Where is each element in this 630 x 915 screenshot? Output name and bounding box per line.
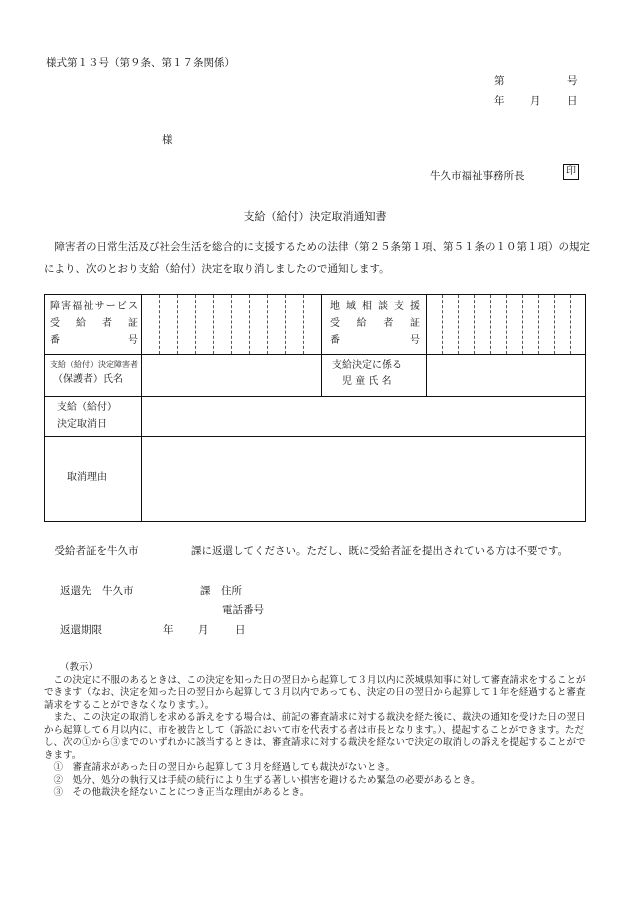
intro-paragraph: 障害者の日常生活及び社会生活を総合的に支援するための法律（第２５条第１項、第５１条の１０第１項）の規定により、次のとおり支給（給付）決定を取り消しましたので通知します。: [44, 241, 590, 275]
digit-box-divider: [442, 295, 443, 354]
date-day-label: 日: [567, 95, 578, 107]
digit-box-divider: [570, 295, 571, 354]
child-name-label-line: 支給決定に係る: [332, 360, 402, 371]
consult-cert-label-line: 地域相談支援: [330, 301, 420, 312]
digit-box-divider: [177, 295, 178, 354]
child-name-label-line: 児 童 氏 名: [342, 376, 392, 387]
form-number: 様式第１３号（第９条、第１７条関係）: [46, 57, 235, 69]
seal-mark: 印: [563, 164, 579, 180]
service-cert-label-line: 受 給 者 証: [50, 318, 138, 329]
cancel-date-label-line: 支給（給付）: [57, 402, 117, 413]
service-cert-label: [50, 299, 138, 349]
digit-box-divider: [159, 295, 160, 354]
digit-box-divider: [195, 295, 196, 354]
issuer-name: 牛久市福祉事務所長: [430, 170, 525, 182]
table-col-divider: [321, 295, 322, 396]
return-destination-label: 返還先 牛久市: [60, 585, 134, 597]
digit-box-divider: [458, 295, 459, 354]
document-title: 支給（給付）決定取消通知書: [243, 210, 387, 223]
date-month-label: 月: [530, 95, 541, 107]
appeal-notice-item: ③ その他裁決を経ないことにつき正当な理由があるとき。: [53, 787, 310, 798]
consult-cert-label-line: 番 号: [330, 335, 420, 346]
return-deadline-year: 年: [163, 624, 174, 636]
digit-box-divider: [231, 295, 232, 354]
appeal-notice: [44, 662, 590, 800]
table-col-divider: [141, 295, 142, 522]
return-deadline-day: 日: [235, 624, 246, 636]
table-row-divider: [45, 354, 585, 355]
document-number-suffix: 号: [567, 75, 578, 87]
guardian-name-label: [50, 358, 140, 388]
return-destination-section: 課 住所: [200, 585, 242, 597]
consult-cert-label-line: 受 給 者 証: [330, 318, 420, 329]
digit-box-divider: [538, 295, 539, 354]
appeal-notice-paragraph: また、この決定の取消しを求める訴えをする場合は、前記の審査請求に対する裁決を経た後に、裁決の通知を受けた日の翌日から起算して６月以内に、市を被告として（訴訟において市を代表する者は市長となります。）、提起することができます。ただし、次の①から③までのいずれかに該当するときは、審査請求に対する裁決を経ないで決定の取消しの訴えを提起することができます。: [44, 712, 586, 761]
appeal-notice-paragraph: この決定に不服のあるときは、この決定を知った日の翌日から起算して３月以内に茨城県知事に対して審査請求をすることができます（なお、決定を知った日の翌日から起算して３月以内であっても、決定の日の翌日から起算して１年を経過すると審査請求をすることができなくなります。）。: [44, 674, 586, 711]
digit-box-divider: [267, 295, 268, 354]
cancellation-details-table: [44, 294, 586, 522]
consult-cert-label: [330, 299, 420, 349]
recipient-honorific: 様: [162, 134, 173, 146]
guardian-name-label-line: 支給（給付）決定障害者: [50, 360, 138, 369]
digit-box-divider: [506, 295, 507, 354]
return-deadline-label: 返還期限: [60, 624, 102, 636]
reason-label: 取消理由: [67, 472, 107, 483]
digit-box-divider: [522, 295, 523, 354]
document-number-label: 第: [494, 75, 505, 87]
guardian-name-label-line: （保護者）氏名: [53, 374, 123, 385]
appeal-notice-heading: （教示）: [60, 662, 99, 673]
table-col-divider: [426, 295, 427, 396]
digit-box-divider: [554, 295, 555, 354]
table-row-divider: [45, 436, 585, 437]
table-row-divider: [45, 396, 585, 397]
child-name-label: [332, 358, 422, 390]
cancel-date-label: [57, 399, 137, 433]
date-year-label: 年: [494, 95, 505, 107]
return-deadline-month: 月: [198, 624, 209, 636]
cancel-date-label-line: 決定取消日: [57, 419, 107, 430]
digit-box-divider: [490, 295, 491, 354]
return-phone-label: 電話番号: [222, 604, 264, 616]
digit-box-divider: [303, 295, 304, 354]
digit-box-divider: [474, 295, 475, 354]
digit-box-divider: [213, 295, 214, 354]
digit-box-divider: [249, 295, 250, 354]
service-cert-label-line: 障害福祉サービス: [50, 301, 138, 312]
appeal-notice-item: ① 審査請求があった日の翌日から起算して３月を経過しても裁決がないとき。: [53, 762, 396, 773]
return-instruction: 受給者証を牛久市 課に返還してください。ただし、既に受給者証を提出されている方は不要です。: [54, 545, 569, 557]
digit-box-divider: [285, 295, 286, 354]
service-cert-label-line: 番 号: [50, 335, 138, 346]
appeal-notice-item: ② 処分、処分の執行又は手続の続行により生ずる著しい損害を避けるため緊急の必要があるとき。: [53, 774, 481, 786]
